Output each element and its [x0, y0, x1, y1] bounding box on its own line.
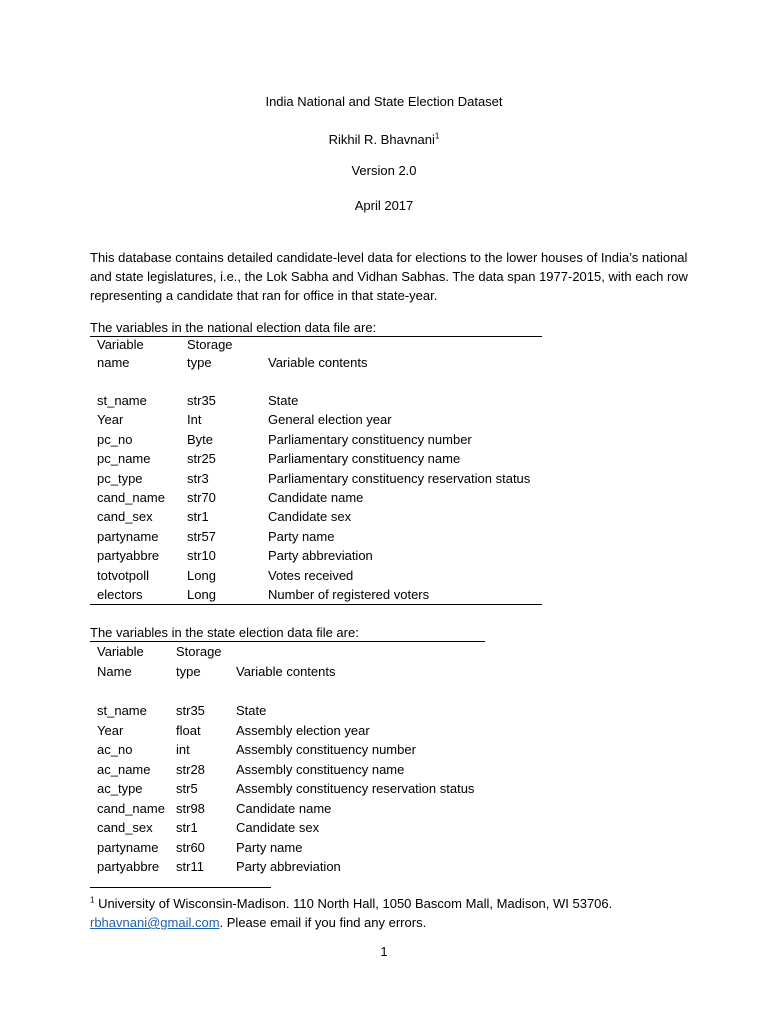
author-line	[0, 132, 768, 148]
variable-contents-cell: Votes received	[268, 567, 354, 583]
storage-type-cell: Long	[187, 567, 216, 583]
variable-contents-cell: State	[268, 393, 299, 408]
variable-name-cell: cand_sex	[97, 509, 153, 525]
variable-name-cell: cand_name	[97, 490, 165, 505]
state-table-top-rule	[90, 641, 485, 642]
variable-name-cell: partyabbre	[97, 548, 160, 564]
variable-name-cell: electors	[97, 587, 143, 602]
national-table-bottom-rule	[90, 604, 542, 605]
variable-contents-cell: Candidate name	[268, 490, 364, 505]
national-table-caption: The variables in the national election data file are:	[90, 320, 377, 335]
variable-name-cell: partyabbre	[97, 859, 160, 874]
footnote-line-2	[90, 915, 426, 931]
storage-type-cell: str57	[187, 528, 216, 544]
storage-type-cell: str25	[187, 451, 216, 467]
storage-type-cell: Int	[187, 412, 202, 428]
variable-name-cell: st_name	[97, 703, 147, 718]
header-variable-name-2: Name	[97, 664, 132, 679]
header-storage-type-2: type	[187, 355, 212, 370]
variable-name-cell: partyname	[97, 528, 159, 544]
storage-type-cell: str70	[187, 490, 216, 505]
variable-name-cell: pc_name	[97, 451, 151, 467]
header-variable-name-2: name	[97, 355, 130, 370]
footnote-separator	[90, 887, 271, 888]
header-storage-type-2: type	[176, 664, 201, 679]
intro-line: representing a candidate that ran for office in that state-year.	[90, 288, 438, 303]
version-line: Version 2.0	[351, 163, 417, 178]
header-variable-name-1: Variable	[97, 337, 144, 352]
storage-type-cell: str60	[176, 839, 205, 855]
storage-type-cell: str1	[176, 820, 198, 835]
variable-contents-cell: Party name	[268, 528, 335, 544]
storage-type-cell: str35	[187, 393, 216, 408]
storage-type-cell: str10	[187, 548, 216, 564]
variable-contents-cell: Number of registered voters	[268, 587, 430, 602]
variable-contents-cell: Assembly election year	[236, 722, 370, 738]
email-link[interactable]: rbhavnani@gmail.com	[90, 915, 220, 930]
storage-type-cell: str28	[176, 761, 205, 777]
variable-name-cell: ac_name	[97, 761, 151, 777]
intro-paragraph	[90, 248, 690, 305]
intro-line: This database contains detailed candidate-level data for elections to the lower houses of India’s national	[90, 250, 688, 265]
variable-name-cell: ac_type	[97, 781, 143, 796]
author-name: Rikhil R. Bhavnani	[328, 132, 435, 147]
storage-type-cell: Long	[187, 587, 216, 602]
footnote-note: . Please email if you find any errors.	[219, 915, 427, 930]
storage-type-cell: str5	[176, 781, 198, 796]
variable-name-cell: Year	[97, 722, 124, 738]
variable-contents-cell: General election year	[268, 412, 392, 428]
storage-type-cell: Byte	[187, 431, 214, 447]
variable-contents-cell: Assembly constituency reservation status	[236, 781, 475, 796]
variable-contents-cell: Parliamentary constituency number	[268, 431, 472, 447]
intro-line: and state legislatures, i.e., the Lok Sabha and Vidhan Sabhas. The data span 1977-2015, with each row	[90, 269, 688, 284]
footnote-line-1	[90, 896, 612, 912]
date-line: April 2017	[354, 198, 414, 213]
storage-type-cell: str35	[176, 703, 205, 718]
document-title: India National and State Election Dataset	[265, 94, 503, 109]
storage-type-cell: str11	[176, 859, 204, 874]
variable-contents-cell: Parliamentary constituency name	[268, 451, 461, 467]
variable-name-cell: totvotpoll	[97, 567, 150, 583]
storage-type-cell: str3	[187, 470, 209, 486]
header-variable-name-1: Variable	[97, 644, 144, 659]
header-variable-contents: Variable contents	[236, 664, 336, 679]
author-footnote-mark: 1	[434, 131, 440, 141]
footnote-mark: 1	[90, 895, 95, 905]
header-variable-contents: Variable contents	[268, 355, 368, 370]
variable-contents-cell: Candidate sex	[268, 509, 352, 525]
variable-contents-cell: State	[236, 703, 267, 718]
national-table-top-rule	[90, 336, 542, 337]
variable-contents-cell: Assembly constituency name	[236, 761, 405, 777]
variable-name-cell: pc_no	[97, 431, 133, 447]
variable-name-cell: cand_name	[97, 800, 165, 816]
variable-contents-cell: Party abbreviation	[268, 548, 373, 564]
page-number: 1	[380, 944, 388, 959]
header-storage-type-1: Storage	[187, 337, 233, 352]
storage-type-cell: float	[176, 722, 201, 738]
variable-name-cell: partyname	[97, 839, 159, 855]
storage-type-cell: str1	[187, 509, 209, 525]
variable-contents-cell: Party abbreviation	[236, 859, 341, 874]
variable-name-cell: cand_sex	[97, 820, 153, 835]
variable-contents-cell: Assembly constituency number	[236, 742, 416, 757]
header-storage-type-1: Storage	[176, 644, 222, 659]
variable-name-cell: Year	[97, 412, 124, 428]
variable-contents-cell: Candidate name	[236, 800, 332, 816]
variable-name-cell: ac_no	[97, 742, 133, 757]
state-table-caption: The variables in the state election data file are:	[90, 625, 359, 640]
variable-contents-cell: Candidate sex	[236, 820, 320, 835]
storage-type-cell: str98	[176, 800, 205, 816]
storage-type-cell: int	[176, 742, 190, 757]
footnote-affiliation: University of Wisconsin-Madison. 110 North Hall, 1050 Bascom Mall, Madison, WI 53706.	[94, 896, 613, 911]
variable-name-cell: st_name	[97, 393, 147, 408]
variable-contents-cell: Parliamentary constituency reservation status	[268, 470, 531, 486]
variable-name-cell: pc_type	[97, 470, 143, 486]
variable-contents-cell: Party name	[236, 839, 303, 855]
